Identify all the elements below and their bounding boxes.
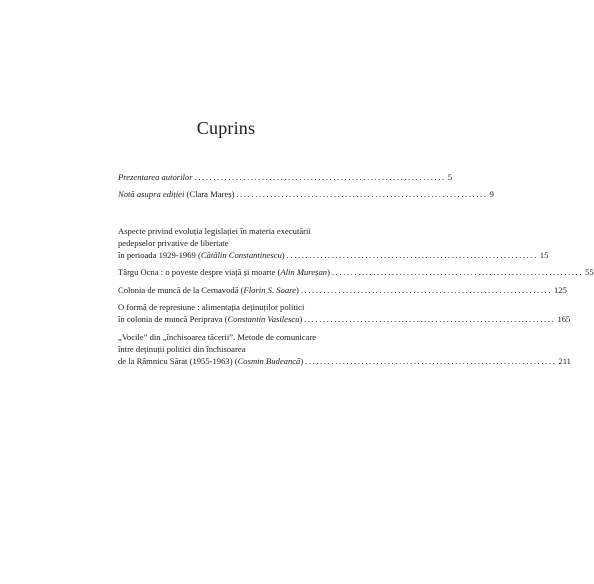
toc-entry xyxy=(118,301,571,325)
page-number: 211 xyxy=(558,356,571,367)
toc-entry xyxy=(118,225,549,262)
toc-entry-title: în colonia de muncă Periprava xyxy=(118,314,223,325)
toc-entry-line: Aspecte privind evoluția legislației în materia executării xyxy=(118,226,311,236)
leader-dots: ................................................................... xyxy=(304,314,556,325)
toc-entry-title: Notă asupra ediției xyxy=(118,189,185,199)
leader-dots: ................................................................... xyxy=(331,267,584,277)
toc-entry xyxy=(118,331,571,368)
toc-entry-author: Alin Mureșan xyxy=(280,267,328,277)
page-number: 125 xyxy=(554,285,567,295)
page-number: 55 xyxy=(585,267,594,277)
toc-entry-title: Prezentarea autorilor xyxy=(118,172,193,182)
page-number: 5 xyxy=(447,172,453,182)
toc-entry xyxy=(118,266,594,278)
page-number: 165 xyxy=(557,314,571,325)
toc-entry-author: Clara Mareș xyxy=(189,189,232,199)
toc-entry-line: „Vocile” din „închisoarea tăcerii”. Metode de comunicare xyxy=(118,332,317,342)
toc-entry xyxy=(118,284,567,296)
toc-entry xyxy=(118,188,494,200)
toc-entry-title: de la Râmnicu Sărat (1955-1963) xyxy=(118,356,233,367)
toc-line: în colonia de muncă Periprava (Constantin Vasilescu) ................................................................... 165 xyxy=(118,314,571,325)
leader-dots: ................................................................... xyxy=(300,285,552,295)
page-title: Cuprins xyxy=(196,118,256,138)
toc-entry-line: între deținuții politici din închisoarea xyxy=(118,344,246,355)
toc-entry-line: O formă de represiune : alimentația deținuților politici xyxy=(118,302,305,312)
toc-entry-title: Colonia de muncă de la Cernavodă xyxy=(118,285,239,295)
leader-dots: ................................................................... xyxy=(236,189,488,199)
toc-entry-title: Târgu Ocna : o poveste despre viață și moarte xyxy=(118,267,276,277)
toc-entry-author: Cătălin Constantinescu xyxy=(200,250,282,261)
toc-entry-author: Constantin Vasilescu xyxy=(227,314,300,325)
leader-dots: ................................................................... xyxy=(286,250,538,261)
toc-entry-title: în perioada 1929-1969 xyxy=(118,250,196,261)
page-number: 9 xyxy=(489,189,494,199)
page-number: 15 xyxy=(539,250,549,261)
toc-line: Târgu Ocna : o poveste despre viață și moarte (Alin Mureșan) ................................................................... 55 xyxy=(118,267,594,277)
toc-entry xyxy=(118,171,453,183)
leader-dots: ................................................................... xyxy=(194,172,446,182)
toc-line xyxy=(118,171,453,183)
toc-entry-line: pedepselor privative de libertate xyxy=(118,238,229,249)
toc-line: Notă asupra ediției (Clara Mareș) ................................................................... 9 xyxy=(118,189,494,199)
leader-dots: ................................................................... xyxy=(305,356,557,367)
toc-entry-author: Florin S. Soare xyxy=(243,285,296,295)
toc-entry-author: Cosmin Budeancă xyxy=(237,356,301,367)
toc-line: Colonia de muncă de la Cernavodă (Florin S. Soare) ................................................................... 125 xyxy=(118,285,567,295)
toc-line: în perioada 1929-1969 (Cătălin Constantinescu) ................................................................... 15 xyxy=(118,250,549,261)
toc-line: de la Râmnicu Sărat (1955-1963) (Cosmin Budeancă) ................................................................... 211 xyxy=(118,356,571,367)
